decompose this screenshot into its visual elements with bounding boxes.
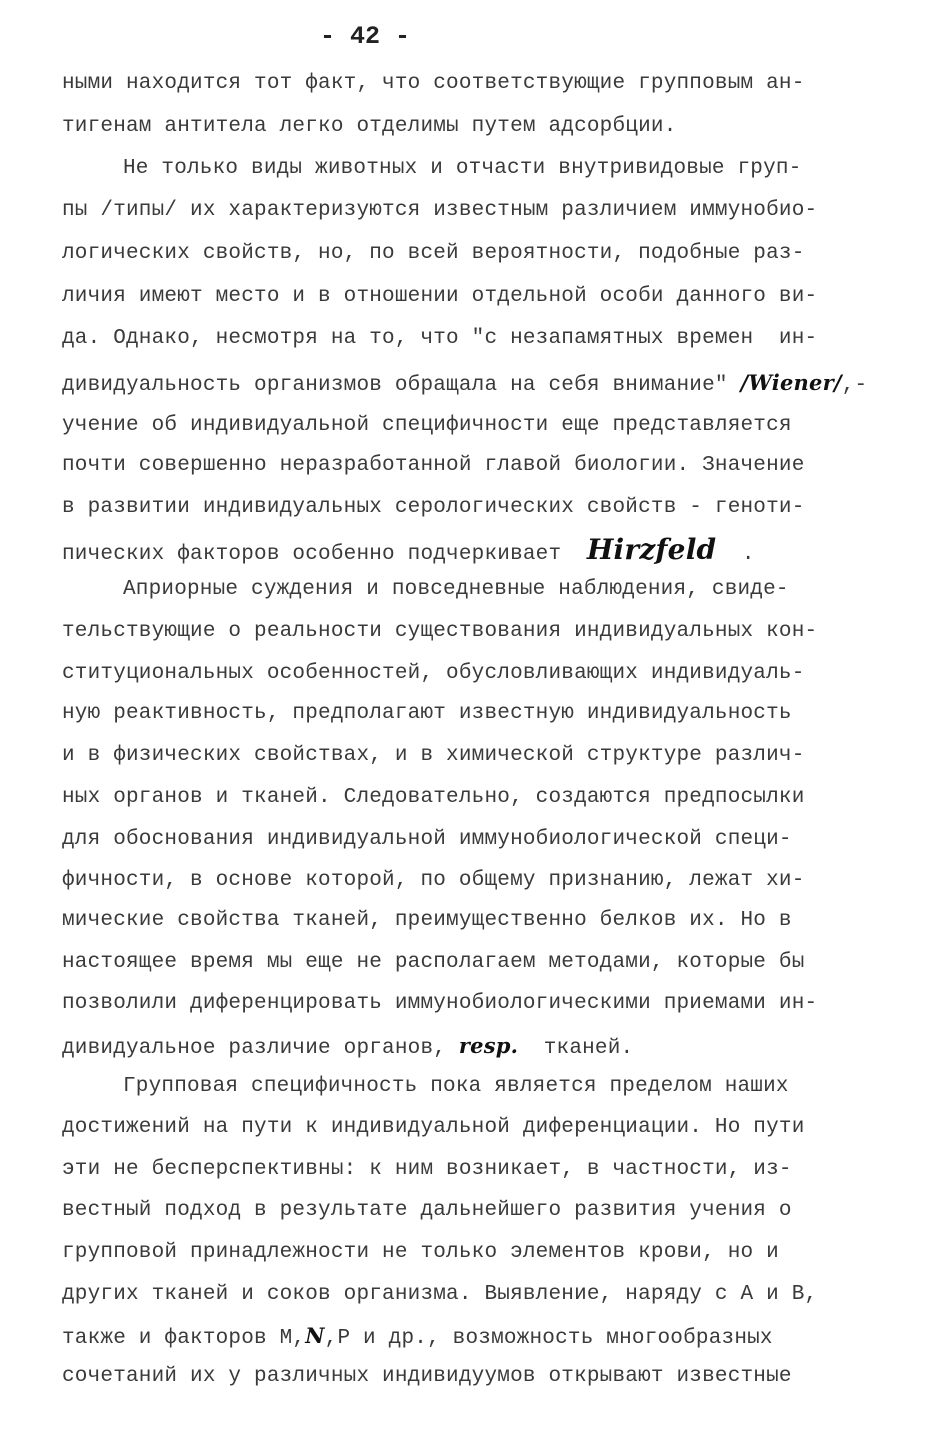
line-text: позволили диференцировать иммунобиологическими приемами ин-	[62, 992, 818, 1015]
text-line	[62, 700, 792, 728]
line-text: сочетаний их у различных индивидуумов открывают известные	[62, 1365, 792, 1388]
text-line	[62, 325, 817, 353]
line-text: ную реактивность, предполагают известную индивидуальность	[62, 702, 792, 725]
line-text: тельствующие о реальности существования индивидуальных кон-	[62, 620, 818, 643]
text-line	[62, 867, 805, 895]
line-text: и в физических свойствах, и в химической структуре различ-	[62, 744, 805, 767]
text-line	[62, 197, 817, 225]
handwritten-insert: Hirzfeld	[586, 533, 717, 566]
text-line	[62, 369, 867, 400]
text-line	[62, 113, 677, 141]
text-line	[62, 949, 805, 977]
line-text: учение об индивидуальной специфичности еще представляется	[62, 414, 792, 437]
line-text: мические свойства тканей, преимущественно белков их. Но в	[62, 909, 792, 932]
line-text: ными находится тот факт, что соответствующие групповым ан-	[62, 72, 805, 95]
line-text: групповой принадлежности не только элементов крови, но и	[62, 1241, 779, 1264]
text-line	[62, 1239, 779, 1267]
line-text: также и факторов М,	[62, 1327, 306, 1350]
line-text: для обоснования индивидуальной иммунобиологической специ-	[62, 828, 792, 851]
line-text: почти совершенно неразработанной главой биологии. Значение	[62, 454, 805, 477]
text-line	[62, 784, 805, 812]
text-line	[62, 1363, 792, 1391]
line-text: дивидуальное различие органов,	[62, 1037, 459, 1060]
line-text-tail: ,-	[841, 374, 868, 397]
line-text-tail: .	[716, 543, 755, 566]
text-line	[62, 1281, 817, 1309]
text-line	[62, 826, 792, 854]
text-line	[62, 240, 805, 268]
text-line	[62, 494, 805, 522]
text-line	[62, 618, 817, 646]
text-line	[123, 1073, 789, 1101]
line-text-tail: ,Р и др., возможность многообразных	[324, 1327, 773, 1350]
page-number: - 42 -	[319, 22, 410, 51]
line-text-tail: тканей.	[518, 1037, 634, 1060]
line-text: пических факторов особенно подчеркивает	[62, 543, 587, 566]
line-text: ституциональных особенностей, обусловливающих индивидуаль-	[62, 662, 805, 685]
text-line	[123, 576, 789, 604]
text-line	[62, 70, 805, 98]
text-line	[62, 660, 805, 688]
text-line	[62, 1322, 773, 1353]
text-line	[62, 907, 792, 935]
handwritten-insert: /Wiener/	[740, 370, 842, 395]
text-line	[123, 155, 802, 183]
line-text: дивидуальность организмов обращала на себя внимание"	[62, 374, 741, 397]
line-text: логических свойств, но, по всей вероятности, подобные раз-	[62, 242, 805, 265]
line-text: Априорные суждения и повседневные наблюдения, свиде-	[123, 578, 789, 601]
line-text: вестный подход в результате дальнейшего развития учения о	[62, 1199, 792, 1222]
line-text: пы /типы/ их характеризуются известным различием иммунобио-	[62, 199, 818, 222]
text-line	[62, 283, 817, 311]
line-text: в развитии индивидуальных серологических свойств - геноти-	[62, 496, 805, 519]
text-line	[62, 1197, 792, 1225]
line-text: личия имеют место и в отношении отдельной особи данного ви-	[62, 285, 818, 308]
text-line	[62, 742, 805, 770]
line-text: фичности, в основе которой, по общему признанию, лежат хи-	[62, 869, 805, 892]
text-line	[62, 1156, 792, 1184]
line-text: Не только виды животных и отчасти внутривидовые груп-	[123, 157, 802, 180]
line-text: да. Однако, несмотря на то, что "с незапамятных времен ин-	[62, 327, 818, 350]
line-text: тигенам антитела легко отделимы путем адсорбции.	[62, 115, 677, 138]
text-line	[62, 1032, 633, 1063]
handwritten-insert: N	[305, 1323, 325, 1348]
line-text: эти не бесперспективны: к ним возникает, в частности, из-	[62, 1158, 792, 1181]
text-line	[62, 990, 817, 1018]
line-text: настоящее время мы еще не располагаем методами, которые бы	[62, 951, 805, 974]
line-text: достижений на пути к индивидуальной диференциации. Но пути	[62, 1116, 805, 1139]
handwritten-insert: resp.	[458, 1033, 519, 1058]
line-text: других тканей и соков организма. Выявление, наряду с А и В,	[62, 1283, 818, 1306]
text-line	[62, 1114, 805, 1142]
text-line	[62, 533, 755, 569]
text-line	[62, 412, 792, 440]
text-line	[62, 452, 805, 480]
line-text: Групповая специфичность пока является пределом наших	[123, 1075, 789, 1098]
line-text: ных органов и тканей. Следовательно, создаются предпосылки	[62, 786, 805, 809]
